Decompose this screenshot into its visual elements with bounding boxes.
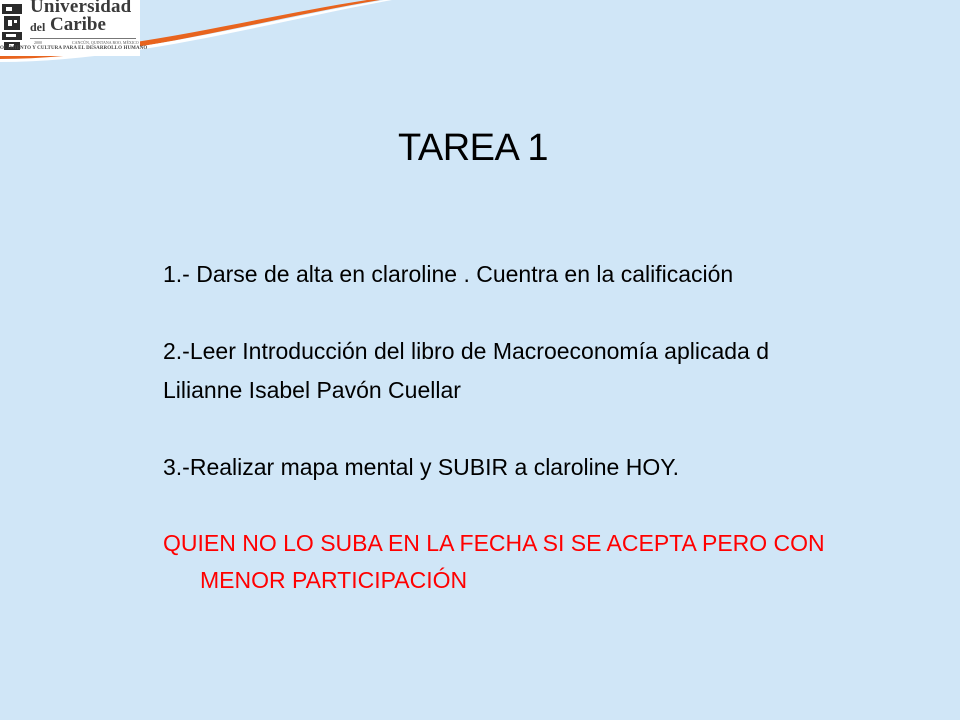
logo-tagline: OCIMIENTO Y CULTURA PARA EL DESARROLLO HUMANO: [0, 46, 148, 51]
task-item-2: 2.-Leer Introducción del libro de Macroeconomía aplicada d: [163, 338, 770, 364]
notice-line-1: QUIEN NO LO SUBA EN LA FECHA SI SE ACEPTA PERO CON: [163, 530, 825, 556]
logo-del: del: [30, 20, 46, 34]
task-item-3: 3.-Realizar mapa mental y SUBIR a claroline HOY.: [163, 454, 680, 480]
task-item-1: 1.- Darse de alta en claroline . Cuentra en la calificación: [163, 261, 734, 287]
logo-universidad: Universidad: [30, 0, 132, 17]
notice-line-2: MENOR PARTICIPACIÓN: [200, 567, 468, 593]
task-item-2-continued: Lilianne Isabel Pavón Cuellar: [163, 377, 461, 403]
logo-caribe: Caribe: [50, 14, 106, 35]
slide-title: TAREA 1: [398, 127, 548, 169]
logo-rule: [30, 38, 136, 39]
university-logo: [0, 0, 148, 56]
header-swoosh: [0, 0, 960, 80]
logo-location: CANCÚN, QUINTANA ROO, MÉXICO: [72, 40, 139, 45]
logo-year: 2000: [34, 40, 42, 45]
